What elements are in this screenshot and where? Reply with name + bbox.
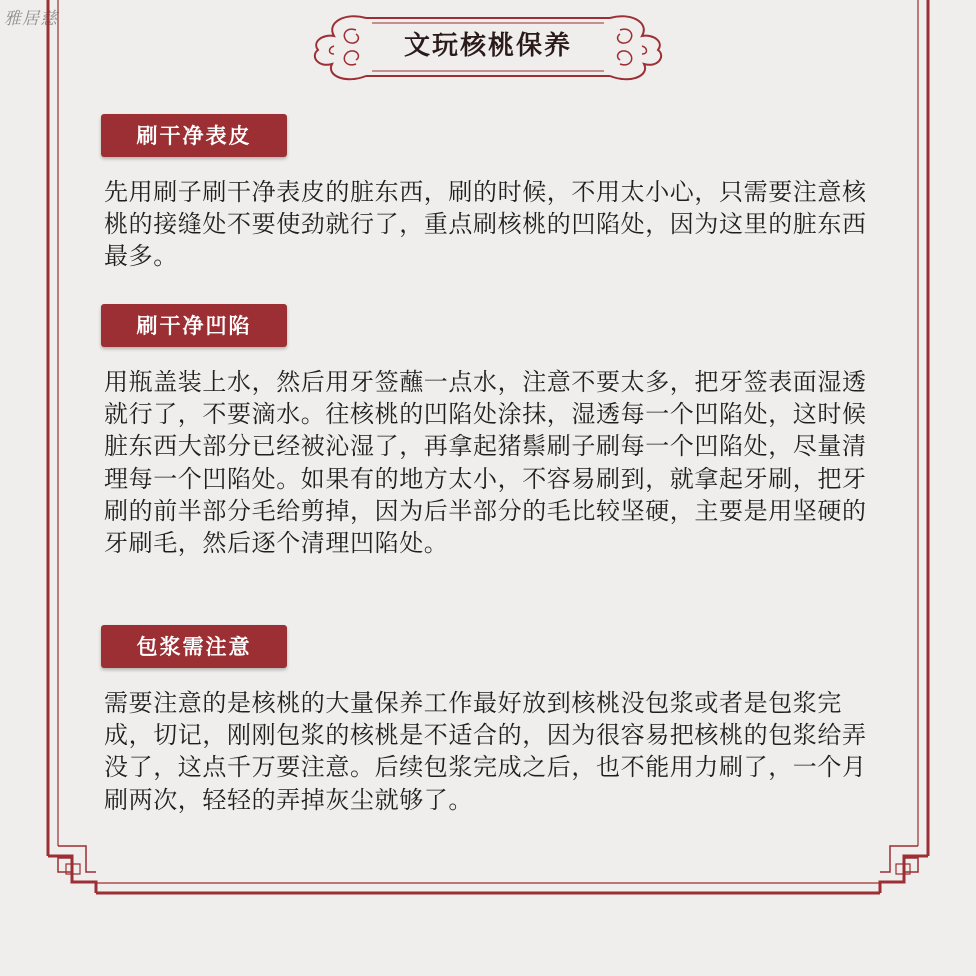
- section-body-brush-skin: 先用刷子刷干净表皮的脏东西，刷的时候，不用太小心，只需要注意核桃的接缝处不要使劲就行了，重点刷核桃的凹陷处，因为这里的脏东西最多。: [104, 178, 867, 271]
- section-heading-brush-grooves: 刷干净凹陷: [101, 304, 287, 347]
- section-heading-patina-care: 包浆需注意: [101, 625, 287, 668]
- watermark: 雅居慈: [4, 9, 58, 29]
- section-heading-brush-skin: 刷干净表皮: [101, 114, 287, 157]
- section-body-patina-care: 需要注意的是核桃的大量保养工作最好放到核桃没包浆或者是包浆完成，切记，刚刚包浆的核桃是不适合的，因为很容易把核桃的包浆给弄没了，这点千万要注意。后续包浆完成之后，也不能用力刷了，一个月刷两次，轻轻的弄掉灰尘就够了。: [104, 689, 867, 814]
- section-body-brush-grooves: 用瓶盖装上水，然后用牙签蘸一点水，注意不要太多，把牙签表面湿透就行了，不要滴水。往核桃的凹陷处涂抹，湿透每一个凹陷处，这时候脏东西大部分已经被沁湿了，再拿起猪鬃刷子刷每一个凹陷处，尽量清理每一个凹陷处。如果有的地方太小，不容易刷到，就拿起牙刷，把牙刷的前半部分毛给剪掉，因为后半部分的毛比较坚硬，主要是用坚硬的牙刷毛，然后逐个清理凹陷处。: [104, 368, 867, 558]
- page-title: 文玩核桃保养: [403, 31, 572, 61]
